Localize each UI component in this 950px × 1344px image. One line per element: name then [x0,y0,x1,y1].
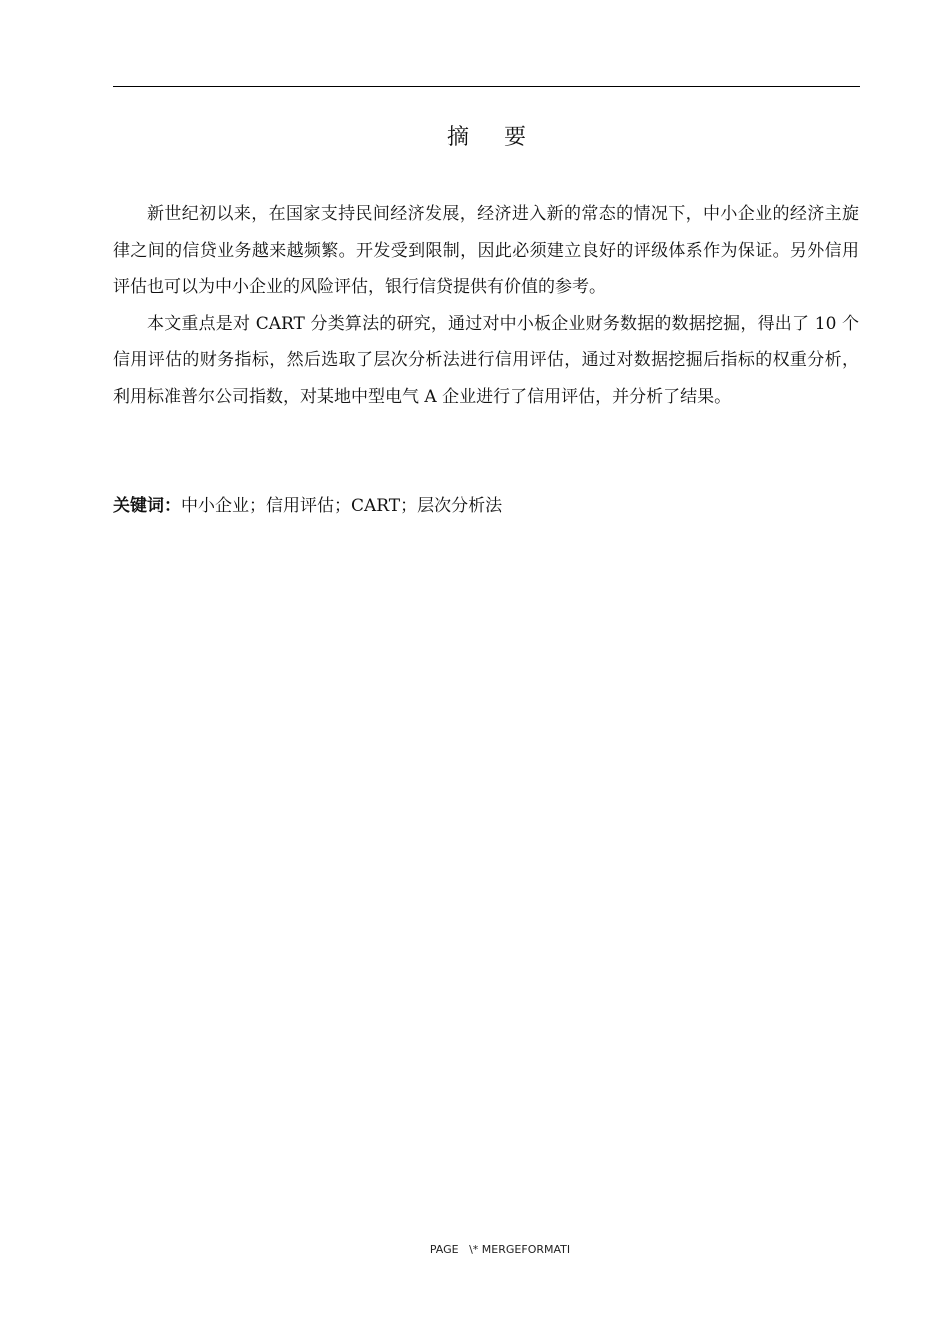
abstract-body [113,196,859,415]
header-rule [113,86,860,87]
abstract-title: 摘 要 [447,125,540,150]
keywords-value: 中小企业；信用评估；CART；层次分析法 [181,496,503,516]
abstract-paragraph-2: 本文重点是对 CART 分类算法的研究，通过对中小板企业财务数据的数据挖掘，得出了 10 个信用评估的财务指标，然后选取了层次分析法进行信用评估，通过对数据挖掘后指标的权重分析，利用标准普尔公司指数，对某地中型电气 A 企业进行了信用评估，并分析了结果。 [113,313,859,407]
keywords-line [113,490,859,522]
keywords-label: 关键词： [113,496,181,516]
page-footer-field: PAGE \* MERGEFORMATI [429,1243,571,1256]
abstract-paragraph-1: 新世纪初以来，在国家支持民间经济发展，经济进入新的常态的情况下，中小企业的经济主旋律之间的信贷业务越来越频繁。开发受到限制，因此必须建立良好的评级体系作为保证。另外信用评估也可以为中小企业的风险评估，银行信贷提供有价值的参考。 [113,204,859,297]
